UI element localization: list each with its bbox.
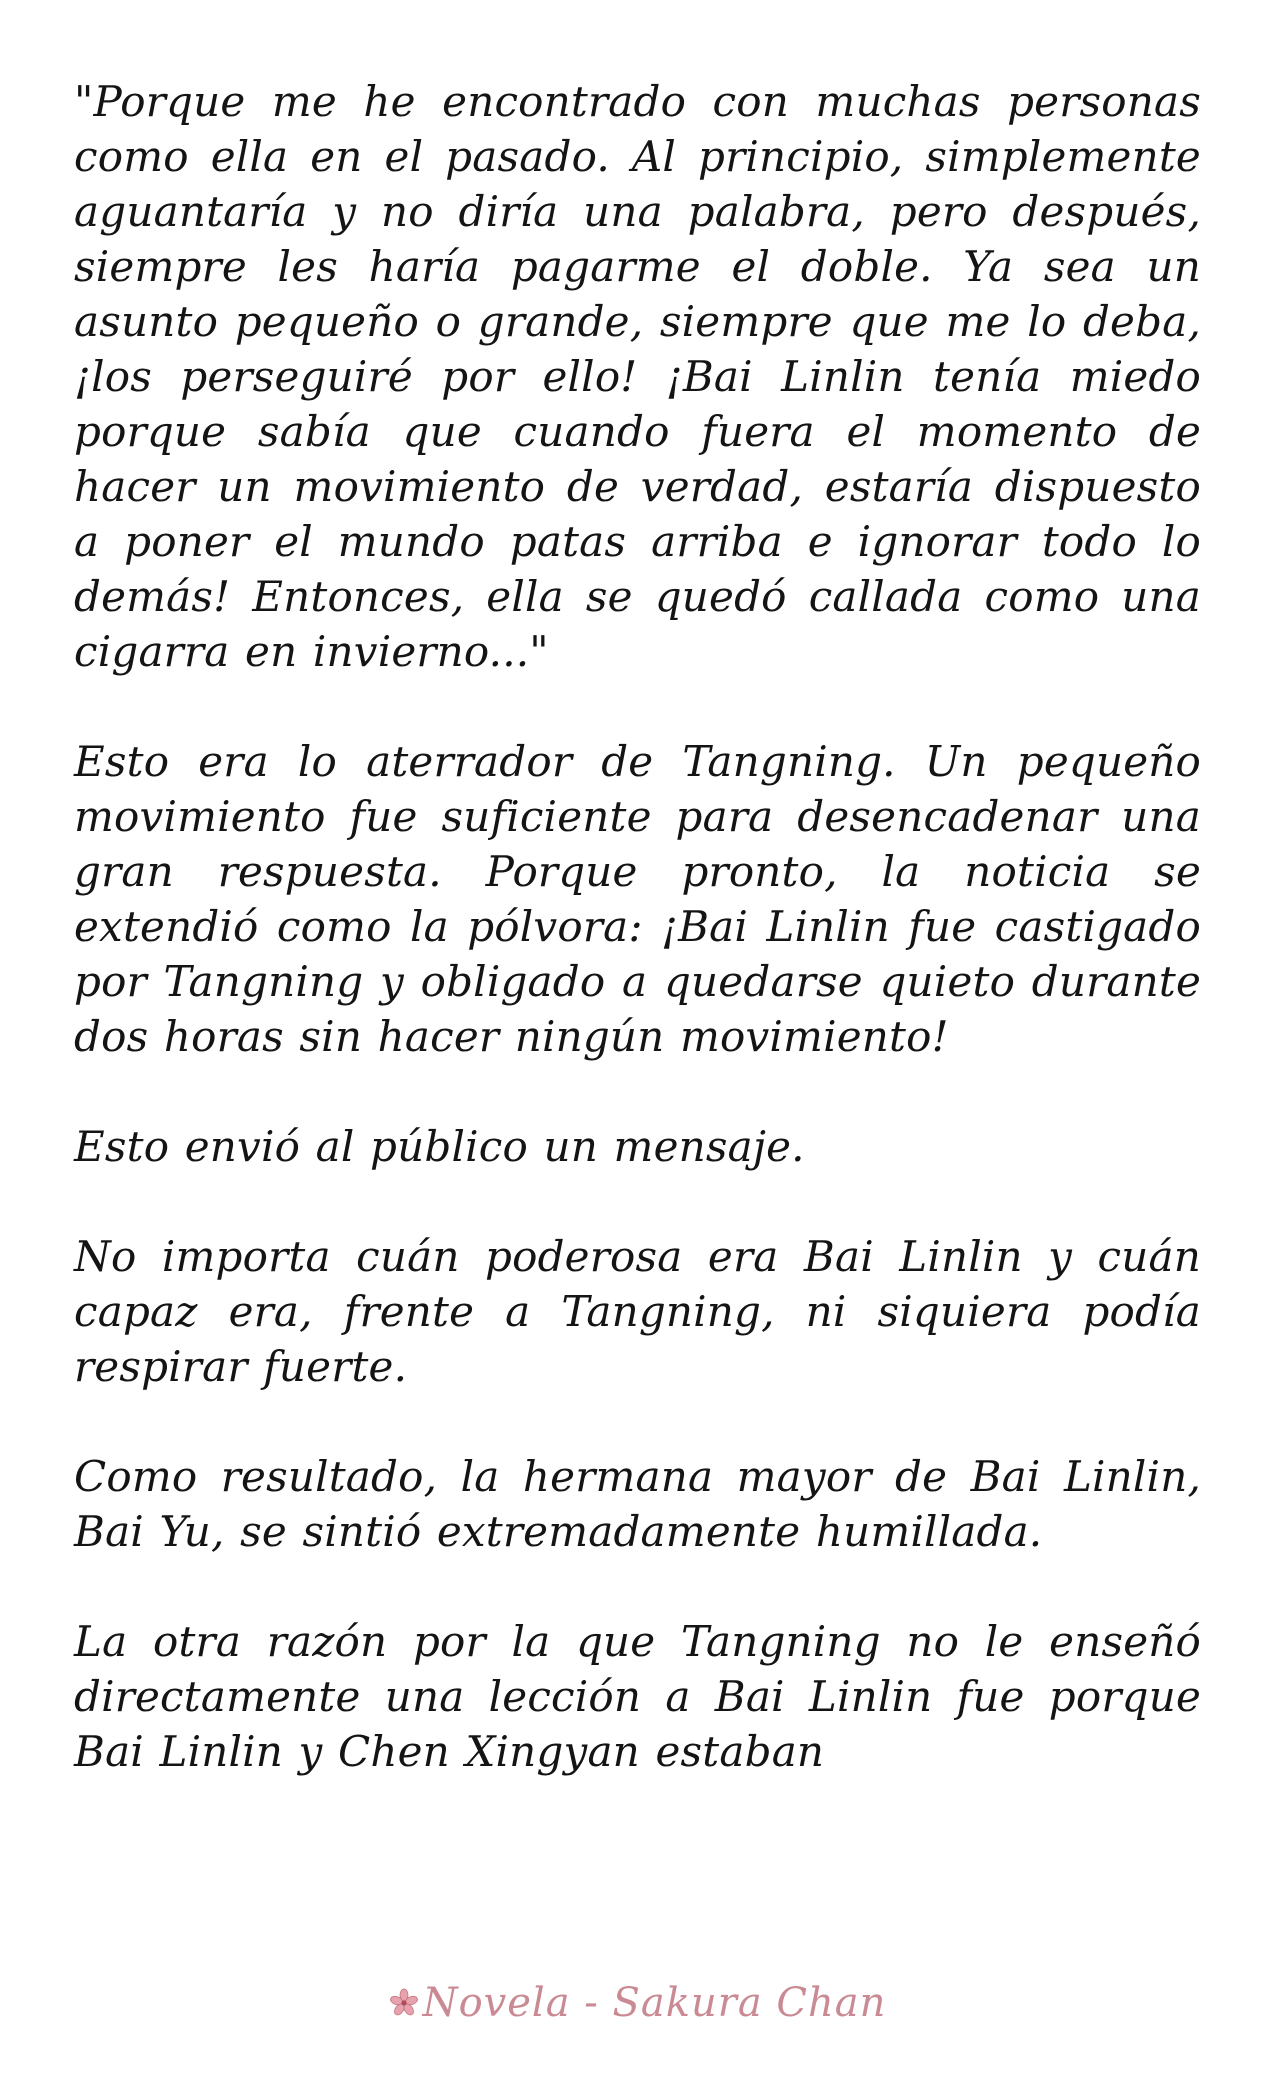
watermark <box>0 1978 1275 2028</box>
sakura-flower-icon <box>389 1980 419 2010</box>
paragraph-6: La otra razón por la que Tangning no le enseñó directamente una lección a Bai Linlin fue porque Bai Linlin y Chen Xingyan estaban <box>74 1617 1201 1776</box>
watermark-text: Novela - Sakura Chan <box>422 1980 887 2026</box>
paragraph-4: No importa cuán poderosa era Bai Linlin y cuán capaz era, frente a Tangning, ni siquiera podía respirar fuerte. <box>74 1232 1201 1391</box>
paragraph-5: Como resultado, la hermana mayor de Bai Linlin, Bai Yu, se sintió extremadamente humillada. <box>74 1452 1201 1556</box>
paragraph-3: Esto envió al público un mensaje. <box>74 1122 805 1171</box>
paragraph-2: Esto era lo aterrador de Tangning. Un pequeño movimiento fue suficiente para desencadenar una gran respuesta. Porque pronto, la noticia se extendió como la pólvora: ¡Bai Linlin fue castigado por Tangning y obligado a quedarse quieto durante dos horas sin hacer ningún movimiento! <box>74 737 1201 1061</box>
document-page <box>74 74 1201 1954</box>
paragraph-1: "Porque me he encontrado con muchas personas como ella en el pasado. Al principio, simplemente aguantaría y no diría una palabra, pero después, siempre les haría pagarme el doble. Ya sea un asunto pequeño o grande, siempre que me lo deba, ¡los perseguiré por ello! ¡Bai Linlin tenía miedo porque sabía que cuando fuera el momento de hacer un movimiento de verdad, estaría dispuesto a poner el mundo patas arriba e ignorar todo lo demás! Entonces, ella se quedó callada como una cigarra en invierno..." <box>74 77 1201 676</box>
